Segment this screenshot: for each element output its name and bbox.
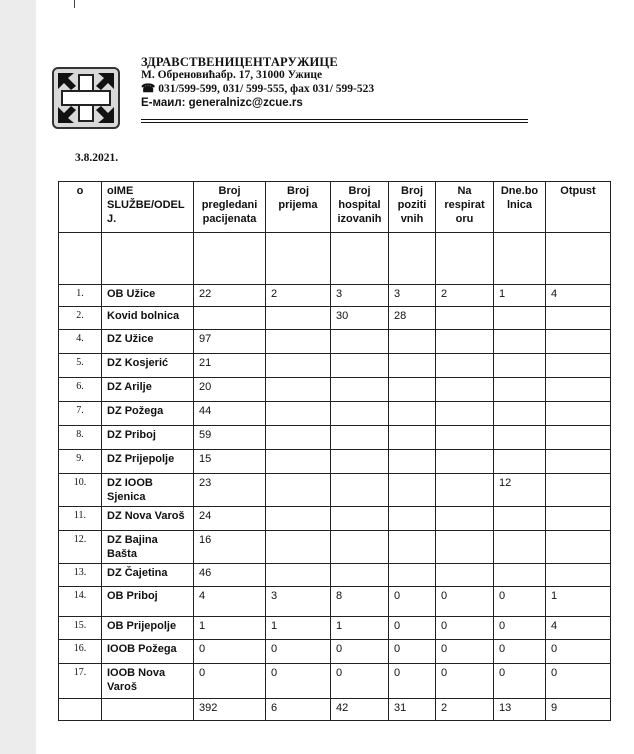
value-cell: 4	[194, 587, 266, 617]
value-cell: 2	[436, 285, 494, 307]
letterhead	[141, 55, 374, 110]
value-cell	[436, 564, 494, 587]
total-cell: 31	[389, 699, 436, 721]
table-row	[59, 402, 611, 426]
value-cell: 3	[389, 285, 436, 307]
row-number: 2.	[59, 307, 102, 330]
empty-cell	[389, 233, 436, 285]
value-cell	[494, 426, 546, 450]
empty-cell	[331, 233, 389, 285]
header-cell: Otpust	[546, 182, 611, 233]
value-cell: 0	[194, 664, 266, 699]
row-number: 5.	[59, 354, 102, 378]
value-cell	[331, 402, 389, 426]
value-cell	[389, 354, 436, 378]
value-cell	[266, 426, 331, 450]
value-cell: 0	[331, 640, 389, 664]
value-cell: 0	[436, 617, 494, 640]
value-cell	[436, 531, 494, 564]
value-cell	[436, 507, 494, 531]
value-cell	[494, 307, 546, 330]
value-cell	[546, 307, 611, 330]
value-cell	[546, 531, 611, 564]
table-row	[59, 285, 611, 307]
value-cell	[436, 307, 494, 330]
header-cell: Dne.bo lnica	[494, 182, 546, 233]
value-cell	[389, 474, 436, 507]
total-cell: 2	[436, 699, 494, 721]
row-number: 14.	[59, 587, 102, 617]
value-cell: 1	[194, 617, 266, 640]
row-number: 4.	[59, 330, 102, 354]
value-cell	[389, 378, 436, 402]
value-cell: 16	[194, 531, 266, 564]
row-number: 7.	[59, 402, 102, 426]
value-cell	[494, 402, 546, 426]
service-name: DZ Požega	[102, 402, 194, 426]
value-cell: 12	[494, 474, 546, 507]
service-name: OB Prijepolje	[102, 617, 194, 640]
value-cell: 0	[389, 664, 436, 699]
empty-cell	[102, 233, 194, 285]
empty-cell	[194, 233, 266, 285]
header-cell: Broj poziti vnih	[389, 182, 436, 233]
value-cell	[266, 307, 331, 330]
value-cell	[331, 507, 389, 531]
total-cell	[59, 699, 102, 721]
row-number: 10.	[59, 474, 102, 507]
value-cell: 8	[331, 587, 389, 617]
value-cell: 2	[266, 285, 331, 307]
report-date: 3.8.2021.	[75, 152, 119, 164]
value-cell	[266, 354, 331, 378]
value-cell	[331, 564, 389, 587]
value-cell	[331, 378, 389, 402]
value-cell	[494, 354, 546, 378]
value-cell: 0	[494, 587, 546, 617]
service-name: Kovid bolnica	[102, 307, 194, 330]
value-cell	[546, 564, 611, 587]
value-cell	[266, 450, 331, 474]
service-name: DZ Arilje	[102, 378, 194, 402]
value-cell	[266, 378, 331, 402]
value-cell: 3	[331, 285, 389, 307]
letterhead-rule-bottom	[141, 122, 528, 123]
value-cell: 1	[494, 285, 546, 307]
cross-arrows-icon	[54, 69, 118, 127]
table-row	[59, 378, 611, 402]
service-name: DZ Nova Varoš	[102, 507, 194, 531]
header-cell: oIME SLUŽBE/ODEL J.	[102, 182, 194, 233]
phone-fax-line	[141, 83, 374, 97]
value-cell: 0	[389, 587, 436, 617]
service-name: OB Priboj	[102, 587, 194, 617]
table-row	[59, 330, 611, 354]
value-cell: 24	[194, 507, 266, 531]
table-row	[59, 587, 611, 617]
value-cell	[546, 354, 611, 378]
value-cell	[546, 402, 611, 426]
value-cell: 23	[194, 474, 266, 507]
table-row	[59, 664, 611, 699]
value-cell	[494, 450, 546, 474]
total-cell: 13	[494, 699, 546, 721]
totals-row	[59, 699, 611, 721]
empty-cell	[436, 233, 494, 285]
value-cell	[494, 507, 546, 531]
value-cell	[389, 531, 436, 564]
row-number: 15.	[59, 617, 102, 640]
row-number: 8.	[59, 426, 102, 450]
row-number: 13.	[59, 564, 102, 587]
value-cell: 59	[194, 426, 266, 450]
row-number: 12.	[59, 531, 102, 564]
empty-row	[59, 233, 611, 285]
value-cell	[266, 402, 331, 426]
value-cell: 20	[194, 378, 266, 402]
value-cell	[389, 450, 436, 474]
value-cell: 28	[389, 307, 436, 330]
table-row	[59, 307, 611, 330]
value-cell	[331, 450, 389, 474]
empty-cell	[494, 233, 546, 285]
header-cell: Broj hospital izovanih	[331, 182, 389, 233]
value-cell	[436, 330, 494, 354]
value-cell	[331, 531, 389, 564]
value-cell	[266, 474, 331, 507]
value-cell	[494, 330, 546, 354]
email-line: Е-маил: generalnizc@zcue.rs	[141, 97, 303, 109]
service-name: DZ Užice	[102, 330, 194, 354]
value-cell: 0	[494, 617, 546, 640]
service-name: DZ Priboj	[102, 426, 194, 450]
value-cell	[331, 354, 389, 378]
value-cell	[266, 564, 331, 587]
text-cursor	[74, 0, 75, 8]
value-cell	[494, 564, 546, 587]
value-cell	[546, 426, 611, 450]
service-name: OB Užice	[102, 285, 194, 307]
value-cell	[266, 330, 331, 354]
header-cell: Broj pregledani pacijenata	[194, 182, 266, 233]
value-cell	[546, 450, 611, 474]
value-cell: 44	[194, 402, 266, 426]
document-margin	[0, 0, 36, 754]
value-cell: 22	[194, 285, 266, 307]
value-cell: 4	[546, 285, 611, 307]
row-number: 6.	[59, 378, 102, 402]
service-name: DZ Prijepolje	[102, 450, 194, 474]
table-row	[59, 474, 611, 507]
value-cell	[389, 402, 436, 426]
empty-cell	[59, 233, 102, 285]
value-cell: 0	[546, 640, 611, 664]
value-cell: 0	[436, 664, 494, 699]
value-cell: 1	[266, 617, 331, 640]
table-row	[59, 426, 611, 450]
total-cell: 42	[331, 699, 389, 721]
value-cell: 0	[436, 587, 494, 617]
value-cell: 0	[331, 664, 389, 699]
value-cell	[389, 507, 436, 531]
value-cell	[331, 330, 389, 354]
service-name: DZ Čajetina	[102, 564, 194, 587]
table-row	[59, 354, 611, 378]
header-cell: o	[59, 182, 102, 233]
value-cell: 21	[194, 354, 266, 378]
value-cell	[546, 330, 611, 354]
letterhead-rule-top	[141, 119, 528, 120]
total-cell: 9	[546, 699, 611, 721]
value-cell: 97	[194, 330, 266, 354]
value-cell: 0	[494, 640, 546, 664]
value-cell	[494, 378, 546, 402]
table-row	[59, 564, 611, 587]
organization-address: М. Обреновићабр. 17, 31000 Ужице	[141, 69, 323, 81]
table-row	[59, 450, 611, 474]
value-cell: 0	[389, 617, 436, 640]
table-row	[59, 507, 611, 531]
empty-cell	[266, 233, 331, 285]
service-name: DZ Bajina Bašta	[102, 531, 194, 564]
value-cell	[546, 474, 611, 507]
value-cell	[389, 426, 436, 450]
value-cell: 0	[266, 664, 331, 699]
value-cell: 1	[546, 587, 611, 617]
value-cell	[436, 402, 494, 426]
service-name: DZ IOOB Sjenica	[102, 474, 194, 507]
value-cell	[546, 507, 611, 531]
service-name: DZ Kosjerić	[102, 354, 194, 378]
total-cell	[102, 699, 194, 721]
table-row	[59, 531, 611, 564]
value-cell: 0	[494, 664, 546, 699]
service-name: IOOB Nova Varoš	[102, 664, 194, 699]
value-cell	[389, 564, 436, 587]
row-number: 17.	[59, 664, 102, 699]
phone-fax-text: 031/599-599, 031/ 599-555, фах 031/ 599-523	[158, 82, 375, 95]
row-number: 11.	[59, 507, 102, 531]
phone-icon: ☎	[141, 82, 159, 95]
value-cell	[194, 307, 266, 330]
value-cell: 1	[331, 617, 389, 640]
value-cell	[436, 378, 494, 402]
value-cell	[266, 531, 331, 564]
value-cell: 3	[266, 587, 331, 617]
value-cell	[331, 474, 389, 507]
value-cell: 15	[194, 450, 266, 474]
value-cell: 0	[436, 640, 494, 664]
value-cell	[436, 474, 494, 507]
value-cell: 46	[194, 564, 266, 587]
value-cell	[494, 531, 546, 564]
organization-name: ЗДРАВСТВЕНИЦЕНТАРУЖИЦЕ	[141, 55, 338, 69]
health-center-logo	[52, 67, 120, 129]
table-row	[59, 640, 611, 664]
total-cell: 392	[194, 699, 266, 721]
value-cell: 0	[389, 640, 436, 664]
total-cell: 6	[266, 699, 331, 721]
table-row	[59, 617, 611, 640]
header-cell: Na respirat oru	[436, 182, 494, 233]
value-cell: 0	[266, 640, 331, 664]
value-cell	[266, 507, 331, 531]
daily-report-table	[58, 181, 611, 721]
value-cell	[546, 378, 611, 402]
service-name: IOOB Požega	[102, 640, 194, 664]
value-cell	[331, 426, 389, 450]
value-cell: 4	[546, 617, 611, 640]
value-cell	[436, 450, 494, 474]
value-cell	[436, 354, 494, 378]
value-cell	[436, 426, 494, 450]
table-header-row	[59, 182, 611, 233]
value-cell: 0	[546, 664, 611, 699]
row-number: 16.	[59, 640, 102, 664]
row-number: 9.	[59, 450, 102, 474]
value-cell	[389, 330, 436, 354]
empty-cell	[546, 233, 611, 285]
row-number: 1.	[59, 285, 102, 307]
value-cell: 0	[194, 640, 266, 664]
header-cell: Broj prijema	[266, 182, 331, 233]
value-cell: 30	[331, 307, 389, 330]
